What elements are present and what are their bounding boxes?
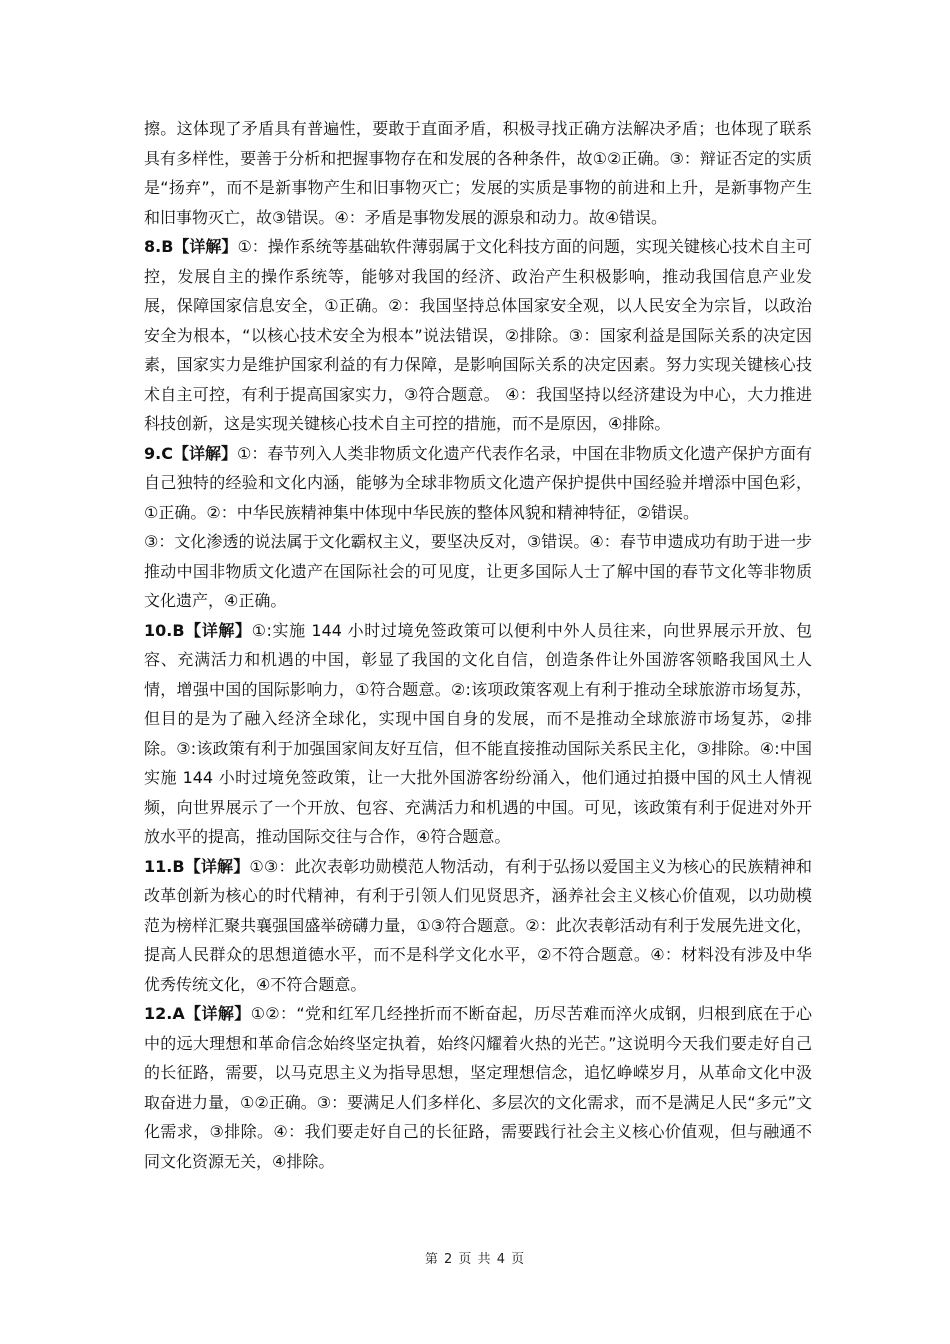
- page-number-footer: 第 2 页 共 4 页: [424, 1252, 526, 1267]
- answer-paragraph-q9: [144, 439, 812, 528]
- answer-text: ①：春节列入人类非物质文化遗产代表作名录，中国在非物质文化遗产保护方面有自己独特的经验和文化内涵，能够为全球非物质文化遗产保护提供中国经验并增添中国色彩，①正确。②：中华民族精神集中体现中华民族的整体风貌和精神特征，②错误。: [144, 443, 812, 522]
- answer-text: ①②：“党和红军几经挫折而不断奋起，历尽苦难而淬火成钢，归根到底在于心中的远大理想和革命信念始终坚定执着，始终闪耀着火热的光芒。”这说明今天我们要走好自己的长征路，需要，以马克思主义为指导思想，坚定理想信念，追忆峥嵘岁月，从革命文化中汲取奋进力量，①②正确。③：要满足人们多样化、多层次的文化需求，而不是满足人民“多元”文化需求，③排除。④：我们要走好自己的长征路，需要践行社会主义核心价值观，但与融通不同文化资源无关，④排除。: [144, 1004, 812, 1171]
- question-heading: 12.A【详解】: [144, 1004, 251, 1023]
- answer-text: ①③：此次表彰功勋模范人物活动，有利于弘扬以爱国主义为核心的民族精神和改革创新为核心的时代精神，有利于引领人们见贤思齐，涵养社会主义核心价值观，以功勋模范为榜样汇聚共襄强国盛举磅礴力量，①③符合题意。②：此次表彰活动有利于发展先进文化，提高人民群众的思想道德水平，而不是科学文化水平，②不符合题意。④：材料没有涉及中华优秀传统文化，④不符合题意。: [144, 856, 812, 994]
- document-body: [144, 114, 812, 1176]
- answer-text: 擦。这体现了矛盾具有普遍性，要敢于直面矛盾，积极寻找正确方法解决矛盾；也体现了联系具有多样性，要善于分析和把握事物存在和发展的各种条件，故①②正确。③：辩证否定的实质是“扬弃”，而不是新事物产生和旧事物灭亡；发展的实质是事物的前进和上升，是新事物产生和旧事物灭亡，故③错误。④：矛盾是事物发展的源泉和动力。故④错误。: [144, 119, 812, 227]
- answer-text: ①:实施 144 小时过境免签政策可以便利中外人员往来，向世界展示开放、包容、充满活力和机遇的中国，彰显了我国的文化自信，创造条件让外国游客领略我国风土人情，增强中国的国际影响力，①符合题意。②:该项政策客观上有利于推动全球旅游市场复苏，但目的是为了融入经济全球化，实现中国自身的发展，而不是推动全球旅游市场复苏，②排除。③:该政策有利于加强国家间友好互信，但不能直接推动国际关系民主化，③排除。④:中国实施 144 小时过境免签政策，让一大批外国游客纷纷涌入，他们通过拍摄中国的风土人情视频，向世界展示了一个开放、包容、充满活力和机遇的中国。可见，该政策有利于促进对外开放水平的提高，推动国际交往与合作，④符合题意。: [144, 620, 812, 846]
- answer-text: ③：文化渗透的说法属于文化霸权主义，要坚决反对，③错误。④：春节申遗成功有助于进一步推动中国非物质文化遗产在国际社会的可见度，让更多国际人士了解中国的春节文化等非物质文化遗产，④正确。: [144, 532, 812, 610]
- question-heading: 8.B【详解】: [144, 237, 238, 256]
- answer-paragraph-q12: [144, 999, 812, 1176]
- question-heading: 11.B【详解】: [144, 856, 250, 876]
- answer-paragraph-q9-cont: [144, 527, 812, 616]
- answer-paragraph-q10: [144, 616, 812, 852]
- answer-paragraph-continued: [144, 114, 812, 232]
- answer-paragraph-q8: [144, 232, 812, 439]
- answer-text: ①：操作系统等基础软件薄弱属于文化科技方面的问题，实现关键核心技术自主可控，发展自主的操作系统等，能够对我国的经济、政治产生积极影响，推动我国信息产业发展，保障国家信息安全，①正确。②：我国坚持总体国家安全观，以人民安全为宗旨，以政治安全为根本，“以核心技术安全为根本”说法错误，②排除。③：国家利益是国际关系的决定因素，国家实力是维护国家利益的有力保障，是影响国际关系的决定因素。努力实现关键核心技术自主可控，有利于提高国家实力，③符合题意。 ④：我国坚持以经济建设为中心，大力推进科技创新，这是实现关键核心技术自主可控的措施，而不是原因，④排除。: [144, 237, 812, 433]
- question-heading: 10.B【详解】: [144, 620, 252, 640]
- question-heading: 9.C【详解】: [144, 443, 238, 463]
- answer-paragraph-q11: [144, 852, 812, 1000]
